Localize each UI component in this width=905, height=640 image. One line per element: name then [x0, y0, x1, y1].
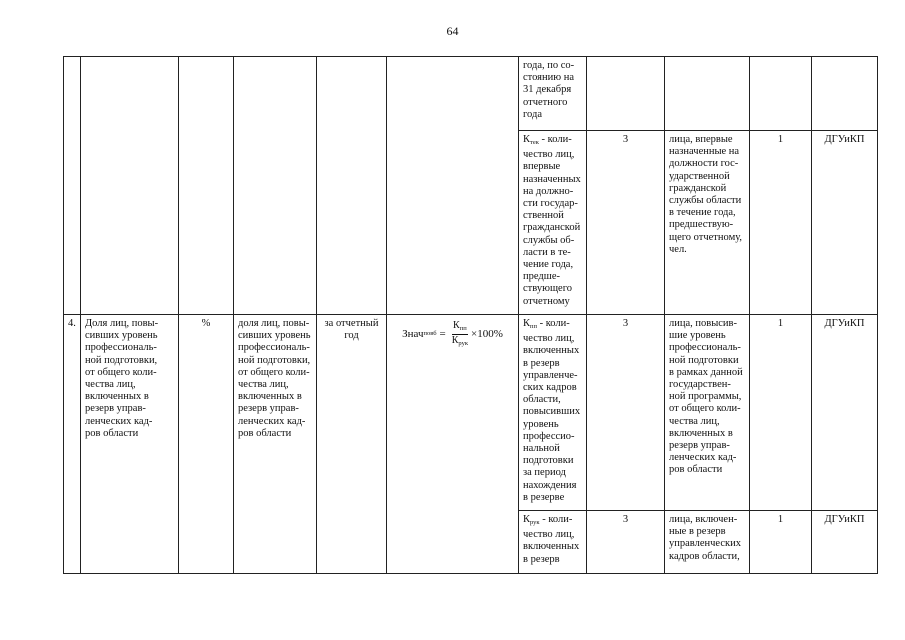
cell-source: 1	[750, 511, 812, 574]
cell-responsible	[812, 57, 878, 131]
formula-fraction: $\frac{К_{пп}}{К_{рук}}$	[451, 320, 468, 347]
cell-method: 3	[587, 511, 665, 574]
cell-source	[750, 57, 812, 131]
cell-formula	[387, 315, 519, 574]
cell-source: 1	[750, 131, 812, 315]
cell-responsible: ДГУиКП	[812, 315, 878, 511]
cell-method: 3	[587, 315, 665, 511]
cell-method	[587, 57, 665, 131]
cell-variable: $К_{тек}$ - коли- чество лиц, впервые назначенных на должно- сти государ- ственной гражданской службы об- ласти в те- чение года, предше- ствующего отчетному	[519, 131, 587, 315]
cell-unit	[179, 57, 234, 315]
table-row	[64, 315, 878, 511]
cell-num: 4.	[64, 315, 81, 574]
cell-definition: доля лиц, повы- сивших уровень профессиональ- ной подготовки, от общего коли- чества лиц, включенных в резерв управ- ленческих кад- ров области	[234, 315, 317, 574]
cell-indicator-name	[81, 57, 179, 315]
cell-indicator-name: Доля лиц, повы- сивших уровень профессиональ- ной подготовки, от общего коли- чества лиц, включенных в резерв управ- ленческих кад- ров области	[81, 315, 179, 574]
cell-unit: %	[179, 315, 234, 574]
cell-variable-description: лица, включен- ные в резерв управленческих кадров области,	[665, 511, 750, 574]
page-number: 64	[446, 24, 459, 38]
indicator-table	[63, 56, 878, 574]
cell-period: за отчетный год	[317, 315, 387, 574]
cell-method: 3	[587, 131, 665, 315]
cell-formula	[387, 57, 519, 315]
cell-variable: $К_{пп}$ - коли- чество лиц, включенных в резерв управленче- ских кадров области, повысивших уровень профессио- нальной подготовки за период нахождения в резерве	[519, 315, 587, 511]
cell-variable: $К_{рук}$ - коли- чество лиц, включенных в резерв	[519, 511, 587, 574]
cell-source: 1	[750, 315, 812, 511]
cell-num	[64, 57, 81, 315]
cell-variable-description	[665, 57, 750, 131]
cell-responsible: ДГУиКП	[812, 511, 878, 574]
formula: Знач повб = $\frac{К_{пп}}{К_{рук}}$ ×100%	[402, 320, 503, 347]
cell-variable-description: лица, повысив- шие уровень профессиональ- ной подготовки в рамках данной государствен- ной программы, от общего коли- чества лиц, включенных в резерв управ- ленческих кад- ров области	[665, 315, 750, 511]
cell-period	[317, 57, 387, 315]
cell-variable-description: лица, впервые назначенные на должности гос- ударственной гражданской службы области в течение года, предшествую- щего отчетному, чел.	[665, 131, 750, 315]
cell-responsible: ДГУиКП	[812, 131, 878, 315]
cell-variable: года, по со- стоянию на 31 декабря отчетного года	[519, 57, 587, 131]
cell-definition	[234, 57, 317, 315]
table-row	[64, 57, 878, 131]
